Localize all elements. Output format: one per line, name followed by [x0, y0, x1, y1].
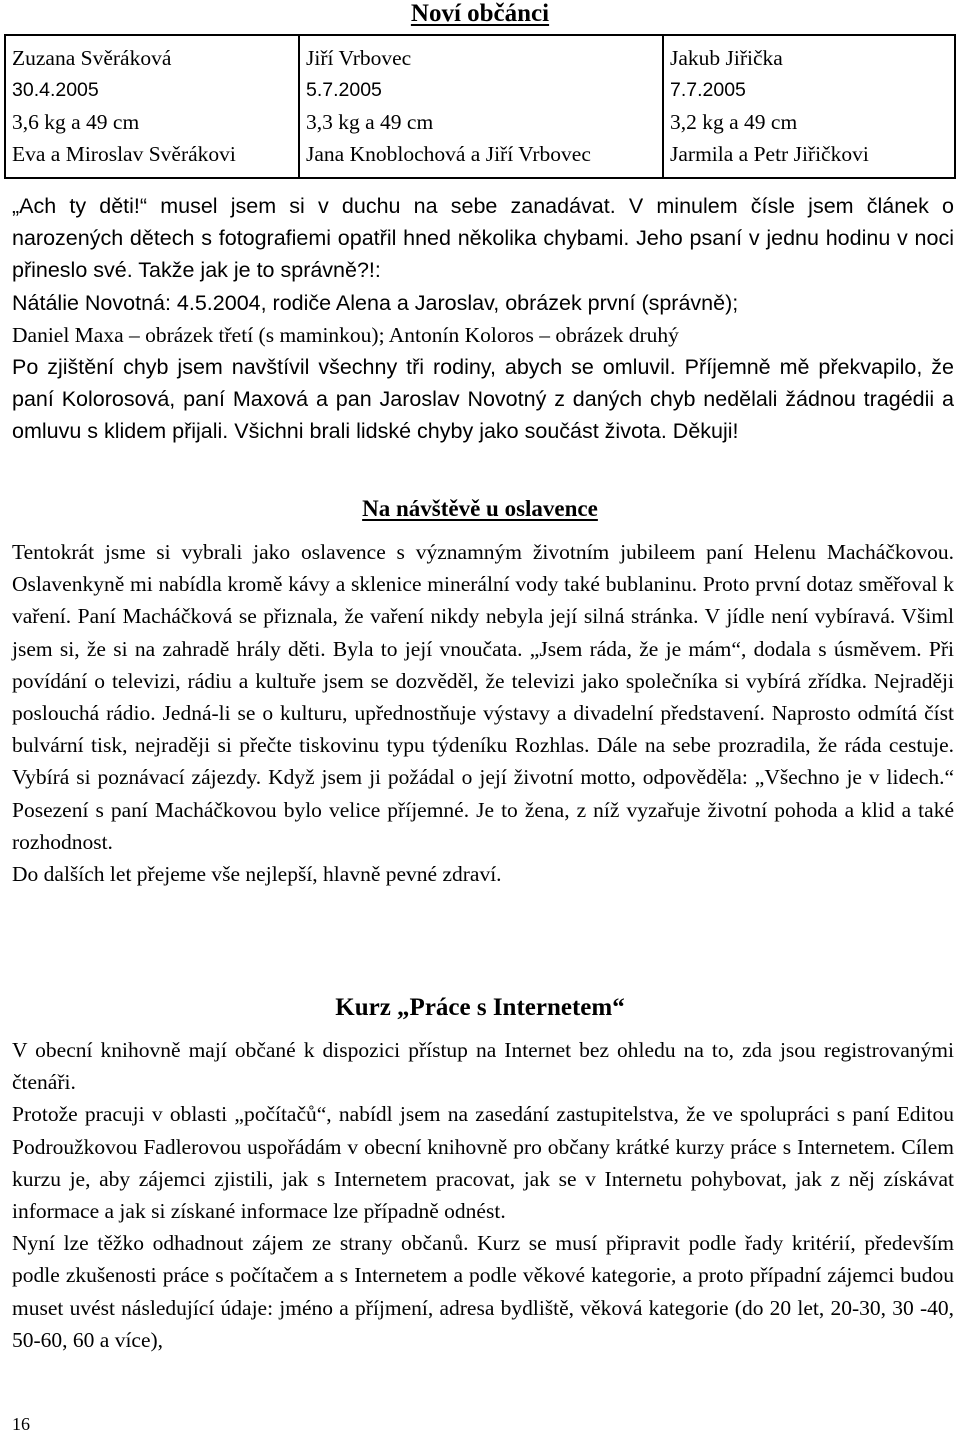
birth-date: 30.4.2005: [12, 79, 99, 101]
course-section: [12, 1034, 954, 1356]
course-paragraph: Protože pracuji v oblasti „počítačů“, nabídl jsem na zasedání zastupitelstva, že ve spolupráci s paní Editou Podroužkovou Fadlerovou uspořádám v obecní knihovně pro občany krátké kurzy práce s Internetem. Cílem kurzu je, aby zájemci zjistili, jak s Internetem pracovat, jak se v Internetu pohybovat, jak z něj získávat informace a jak si získané informace lze případně odnést.: [12, 1102, 954, 1224]
child-name: Jiří Vrbovec: [306, 46, 412, 70]
parents: Jana Knoblochová a Jiří Vrbovec: [306, 142, 591, 166]
visit-closing: Do dalších let přejeme vše nejlepší, hlavně pevné zdraví.: [12, 862, 502, 887]
visit-section: [12, 536, 954, 890]
course-paragraph: V obecní knihovně mají občané k dispozici přístup na Internet bez ohledu na to, zda jsou registrovanými čtenáři.: [12, 1038, 954, 1095]
correction-apology: Po zjištění chyb jsem navštívil všechny tři rodiny, abych se omluvil. Příjemně mě překvapilo, že paní Kolorosová, paní Maxová a pan Jaroslav Novotný z daných chyb nedělali žádnou tragédii a omluvu s klidem přijali. Všichni brali lidské chyby jako součást života. Děkuji!: [12, 355, 954, 444]
correction-line: Nátálie Novotná: 4.5.2004, rodiče Alena a Jaroslav, obrázek první (správně);: [12, 290, 739, 315]
course-paragraph: Nyní lze těžko odhadnout zájem ze strany občanů. Kurz se musí připravit podle řady kritérií, především podle zkušenosti práce s počítačem a s Internetem a podle věkové kategorie, a proto případní zájemci budou muset uvést následující údaje: jméno a příjmení, adresa bydliště, věková kategorie (do 20 let, 20-30, 30 -40, 50-60, 60 a více),: [12, 1231, 954, 1352]
birth-measures: 3,3 kg a 49 cm: [306, 110, 434, 134]
birth-date: 5.7.2005: [306, 79, 382, 101]
table-row: [5, 35, 955, 178]
parents: Eva a Miroslav Svěrákovi: [12, 142, 236, 166]
birth-cell: [5, 35, 299, 178]
page-title: Noví občánci: [410, 0, 550, 27]
birth-measures: 3,6 kg a 49 cm: [12, 110, 140, 134]
child-name: Zuzana Svěráková: [12, 46, 172, 70]
visit-paragraph: Tentokrát jsme si vybrali jako oslavence s významným životním jubileem paní Helenu Macháčkovou. Oslavenkyně mi nabídla kromě kávy a sklenice minerální vody také bublaninu. Proto první dotaz směřoval k vaření. Paní Macháčková se přiznala, že vaření nikdy nebyla její silná stránka. V jídle není vybíravá. Všiml jsem si, že si na zahradě hrály děti. Byla to její vnoučata. „Jsem ráda, že je mám“, dodala s úsměvem. Při povídání o televizi, rádiu a kultuře jsem se dozvěděl, že televizi jako společníka si vybírá zřídka. Nejraději poslouchá rádio. Jedná-li se o kulturu, upřednostňuje výstavy a divadelní představení. Naprosto odmítá číst bulvární tisk, nejraději si přečte tiskovinu typu týdeníku Rozhlas. Dále na sebe prozradila, že ráda cestuje. Vybírá si poznávací zájezdy. Když jsem ji požádal o její životní motto, odpověděla: „Všechno je v lidech.“ Posezení s paní Macháčkovou bylo velice příjemné. Je to žena, z níž vyzařuje životní pohoda a klid a také rozhodnost.: [12, 540, 954, 854]
births-table: [4, 34, 956, 179]
birth-date: 7.7.2005: [670, 79, 746, 101]
child-name: Jakub Jiřička: [670, 46, 783, 70]
correction-intro: „Ach ty děti!“ musel jsem si v duchu na sebe zanadávat. V minulem čísle jsem článek o narozených dětech s fotografiemi opatřil hned několika chybami. Jeho psaní v jednu hodinu v noci přineslo své. Takže jak je to správně?!:: [12, 194, 954, 283]
section-heading-visit: Na návštěvě u oslavence: [362, 496, 598, 521]
birth-cell: [299, 35, 663, 178]
parents: Jarmila a Petr Jiřičkovi: [670, 142, 869, 166]
birth-cell: [663, 35, 955, 178]
birth-measures: 3,2 kg a 49 cm: [670, 110, 798, 134]
page-number: 16: [12, 1414, 30, 1434]
correction-line: Daniel Maxa – obrázek třetí (s maminkou); Antonín Koloros – obrázek druhý: [12, 322, 679, 347]
correction-section: [12, 190, 954, 448]
section-heading-course: Kurz „Práce s Internetem“: [335, 994, 625, 1021]
